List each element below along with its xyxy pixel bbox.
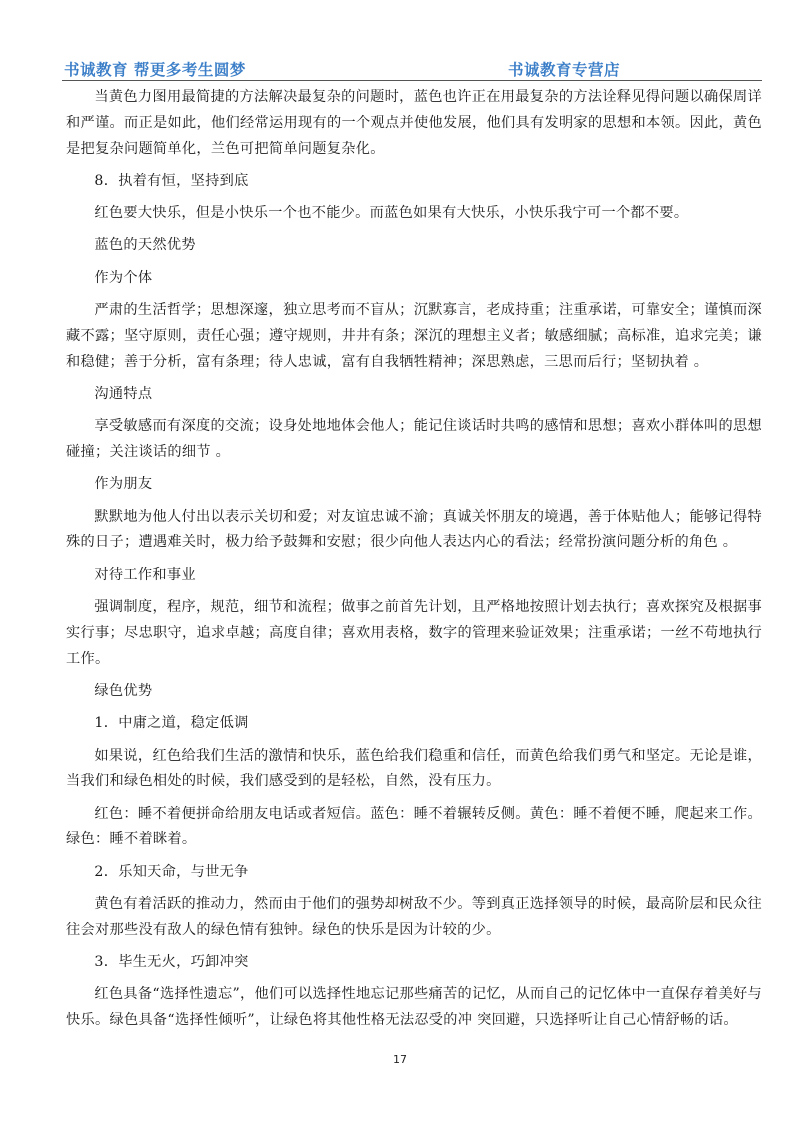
section-heading: 沟通特点 xyxy=(94,385,153,402)
section-heading: 绿色优势 xyxy=(94,682,153,699)
paragraph: 红色：睡不着便拼命给朋友电话或者短信。蓝色：睡不着辗转反侧。黄色：睡不着便不睡，爬起来工作。绿色：睡不着眯着。 xyxy=(66,805,762,848)
section-heading: 2．乐知天命，与世无争 xyxy=(94,863,249,880)
section-heading: 1．中庸之道，稳定低调 xyxy=(94,715,249,732)
paragraph: 红色具备“选择性遗忘”，他们可以选择性地忘记那些痛苦的记忆，从而自己的记忆体中一直保存着美好与快乐。绿色具备“选择性倾听”，让绿色将其他性格无法忍受的冲 突回避，只选择听让自己心情舒畅的话。 xyxy=(66,986,762,1029)
document-body xyxy=(66,85,762,1041)
paragraph: 如果说，红色给我们生活的激情和快乐，蓝色给我们稳重和信任，而黄色给我们勇气和坚定。无论是谁，当我们和绿色相处的时候，我们感受到的是轻松，自然，没有压力。 xyxy=(66,747,762,790)
paragraph: 当黄色力图用最简捷的方法解决最复杂的问题时，蓝色也许正在用最复杂的方法诠释见得问题以确保周详和严谨。而正是如此，他们经常运用现有的一个观点并使他发展，他们具有发明家的思想和本领。因此，黄色是把复杂问题简单化，兰色可把简单问题复杂化。 xyxy=(66,89,762,157)
paragraph: 默默地为他人付出以表示关切和爱；对友谊忠诚不渝；真诚关怀朋友的境遇，善于体贴他人；能够记得特殊的日子；遭遇难关时，极力给予鼓舞和安慰；很少向他人表达内心的看法；经常扮演问题分析的角色 。 xyxy=(66,508,762,551)
section-heading: 作为个体 xyxy=(94,269,153,286)
paragraph: 黄色有着活跃的推动力，然而由于他们的强势却树敌不少。等到真正选择领导的时候，最高阶层和民众往往会对那些没有敌人的绿色情有独钟。绿色的快乐是因为计较的少。 xyxy=(66,896,762,938)
section-heading: 8．执着有恒，坚持到底 xyxy=(94,172,249,189)
paragraph: 严肃的生活哲学；思想深邃，独立思考而不盲从；沉默寡言，老成持重；注重承诺，可靠安全；谨慎而深藏不露；坚守原则，责任心强；遵守规则，井井有条；深沉的理想主义者；敏感细腻；高标准，追求完美；谦和稳健；善于分析，富有条理；待人忠诚，富有自我牺牲精神；深思熟虑，三思而后行；坚韧执着 。 xyxy=(66,302,762,370)
header-store-name: 书诚教育专营店 xyxy=(508,61,621,79)
section-heading: 对待工作和事业 xyxy=(94,566,196,583)
section-heading: 蓝色的天然优势 xyxy=(94,237,196,254)
page-header xyxy=(62,58,762,81)
paragraph: 享受敏感而有深度的交流；设身处地地体会他人；能记住谈话时共鸣的感情和思想；喜欢小群体叫的思想碰撞；关注谈话的细节 。 xyxy=(66,418,762,461)
section-heading: 作为朋友 xyxy=(94,476,153,493)
paragraph: 红色要大快乐，但是小快乐一个也不能少。而蓝色如果有大快乐，小快乐我宁可一个都不要。 xyxy=(94,205,689,222)
paragraph: 强调制度，程序，规范，细节和流程；做事之前首先计划，且严格地按照计划去执行；喜欢探究及根据事实行事；尽忠职守，追求卓越；高度自律；喜欢用表格，数字的管理来验证效果；注重承诺；一丝不苟地执行工作。 xyxy=(66,599,762,667)
section-heading: 3．毕生无火，巧卸冲突 xyxy=(94,954,249,971)
header-slogan: 书诚教育 帮更多考生圆梦 xyxy=(64,61,246,79)
page-number: 17 xyxy=(393,1053,407,1066)
